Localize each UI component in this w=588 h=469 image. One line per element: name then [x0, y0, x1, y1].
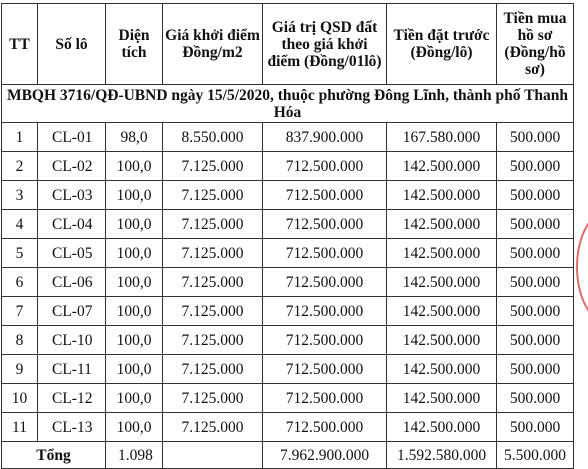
header-gia-tri-qsd: Giá trị QSD đất theo giá khởi điểm (Đồng/01lô)	[263, 4, 387, 85]
cell-tien-mua-ho-so: 500.000	[497, 152, 574, 181]
red-stamp-edge	[574, 210, 588, 320]
cell-gia-khoi-diem: 7.125.000	[163, 384, 263, 413]
cell-tien-dat-truoc: 142.500.000	[387, 181, 497, 210]
cell-tt: 5	[2, 239, 38, 268]
table-row	[2, 326, 574, 355]
cell-gia-khoi-diem: 7.125.000	[163, 413, 263, 442]
cell-gia-khoi-diem: 7.125.000	[163, 152, 263, 181]
header-row	[2, 4, 574, 85]
cell-tien-dat-truoc: 142.500.000	[387, 239, 497, 268]
cell-so-lo: CL-01	[38, 123, 106, 152]
cell-tt: 6	[2, 268, 38, 297]
cell-gia-khoi-diem: 8.550.000	[163, 123, 263, 152]
cell-tien-mua-ho-so: 500.000	[497, 297, 574, 326]
cell-tien-mua-ho-so: 500.000	[497, 123, 574, 152]
cell-tien-dat-truoc: 142.500.000	[387, 326, 497, 355]
cell-tt: 9	[2, 355, 38, 384]
cell-dien-tich: 100,0	[106, 413, 163, 442]
header-gia-khoi-diem: Giá khởi điểm Đồng/m2	[163, 4, 263, 85]
cell-tien-mua-ho-so: 500.000	[497, 384, 574, 413]
cell-tien-dat-truoc: 142.500.000	[387, 413, 497, 442]
cell-tt: 3	[2, 181, 38, 210]
cell-so-lo: CL-02	[38, 152, 106, 181]
cell-tien-mua-ho-so: 500.000	[497, 210, 574, 239]
cell-tt: 4	[2, 210, 38, 239]
cell-so-lo: CL-03	[38, 181, 106, 210]
cell-gia-khoi-diem: 7.125.000	[163, 297, 263, 326]
header-tt: TT	[2, 4, 38, 85]
cell-gia-tri: 712.500.000	[263, 210, 387, 239]
total-row	[2, 442, 574, 469]
cell-gia-tri: 712.500.000	[263, 384, 387, 413]
cell-tien-mua-ho-so: 500.000	[497, 326, 574, 355]
cell-dien-tich: 100,0	[106, 297, 163, 326]
header-tien-mua-ho-so: Tiền mua hồ sơ (Đồng/hồ sơ)	[497, 4, 574, 85]
cell-tien-mua-ho-so: 500.000	[497, 239, 574, 268]
cell-gia-tri: 712.500.000	[263, 239, 387, 268]
table-row	[2, 297, 574, 326]
table-row	[2, 123, 574, 152]
cell-dien-tich: 98,0	[106, 123, 163, 152]
cell-tt: 1	[2, 123, 38, 152]
cell-dien-tich: 100,0	[106, 268, 163, 297]
cell-so-lo: CL-05	[38, 239, 106, 268]
cell-gia-khoi-diem: 7.125.000	[163, 181, 263, 210]
cell-gia-tri: 712.500.000	[263, 152, 387, 181]
total-gia-tri: 7.962.900.000	[263, 442, 387, 469]
cell-tien-mua-ho-so: 500.000	[497, 355, 574, 384]
cell-tien-mua-ho-so: 500.000	[497, 181, 574, 210]
cell-gia-tri: 712.500.000	[263, 297, 387, 326]
cell-dien-tich: 100,0	[106, 326, 163, 355]
cell-so-lo: CL-11	[38, 355, 106, 384]
cell-gia-tri: 712.500.000	[263, 355, 387, 384]
table-row	[2, 181, 574, 210]
cell-gia-tri: 837.900.000	[263, 123, 387, 152]
cell-dien-tich: 100,0	[106, 355, 163, 384]
cell-dien-tich: 100,0	[106, 210, 163, 239]
cell-tien-dat-truoc: 142.500.000	[387, 152, 497, 181]
cell-gia-tri: 712.500.000	[263, 181, 387, 210]
total-tien-dat-truoc: 1.592.580.000	[387, 442, 497, 469]
cell-tt: 8	[2, 326, 38, 355]
table-row	[2, 239, 574, 268]
cell-tien-dat-truoc: 142.500.000	[387, 210, 497, 239]
cell-tien-dat-truoc: 142.500.000	[387, 355, 497, 384]
header-so-lo: Số lô	[38, 4, 106, 85]
cell-gia-khoi-diem: 7.125.000	[163, 355, 263, 384]
header-dien-tich: Diện tích	[106, 4, 163, 85]
cell-tien-dat-truoc: 167.580.000	[387, 123, 497, 152]
table-row	[2, 152, 574, 181]
auction-lot-table	[1, 3, 574, 469]
cell-dien-tich: 100,0	[106, 239, 163, 268]
table-row	[2, 355, 574, 384]
cell-tien-mua-ho-so: 500.000	[497, 268, 574, 297]
cell-tien-mua-ho-so: 500.000	[497, 413, 574, 442]
group-title: MBQH 3716/QĐ-UBND ngày 15/5/2020, thuộc phường Đông Lĩnh, thành phố Thanh Hóa	[2, 85, 574, 123]
table-row	[2, 268, 574, 297]
cell-tt: 2	[2, 152, 38, 181]
cell-tt: 10	[2, 384, 38, 413]
table-row	[2, 210, 574, 239]
cell-dien-tich: 100,0	[106, 384, 163, 413]
cell-tien-dat-truoc: 142.500.000	[387, 297, 497, 326]
cell-gia-khoi-diem: 7.125.000	[163, 239, 263, 268]
cell-tien-dat-truoc: 142.500.000	[387, 384, 497, 413]
cell-so-lo: CL-12	[38, 384, 106, 413]
total-label: Tổng	[2, 442, 106, 469]
cell-so-lo: CL-13	[38, 413, 106, 442]
table-body	[2, 85, 574, 469]
cell-so-lo: CL-10	[38, 326, 106, 355]
cell-tt: 11	[2, 413, 38, 442]
table-row	[2, 413, 574, 442]
total-dien-tich: 1.098	[106, 442, 163, 469]
cell-gia-khoi-diem: 7.125.000	[163, 210, 263, 239]
cell-gia-khoi-diem: 7.125.000	[163, 268, 263, 297]
total-gia-khoi-diem-empty	[163, 442, 263, 469]
cell-so-lo: CL-04	[38, 210, 106, 239]
cell-gia-tri: 712.500.000	[263, 326, 387, 355]
cell-dien-tich: 100,0	[106, 152, 163, 181]
cell-gia-khoi-diem: 7.125.000	[163, 326, 263, 355]
table-row	[2, 384, 574, 413]
cell-gia-tri: 712.500.000	[263, 268, 387, 297]
total-tien-mua-ho-so: 5.500.000	[497, 442, 574, 469]
cell-tien-dat-truoc: 142.500.000	[387, 268, 497, 297]
cell-tt: 7	[2, 297, 38, 326]
group-title-row	[2, 85, 574, 123]
cell-so-lo: CL-07	[38, 297, 106, 326]
header-tien-dat-truoc: Tiền đặt trước (Đồng/lô)	[387, 4, 497, 85]
cell-so-lo: CL-06	[38, 268, 106, 297]
cell-dien-tich: 100,0	[106, 181, 163, 210]
cell-gia-tri: 712.500.000	[263, 413, 387, 442]
